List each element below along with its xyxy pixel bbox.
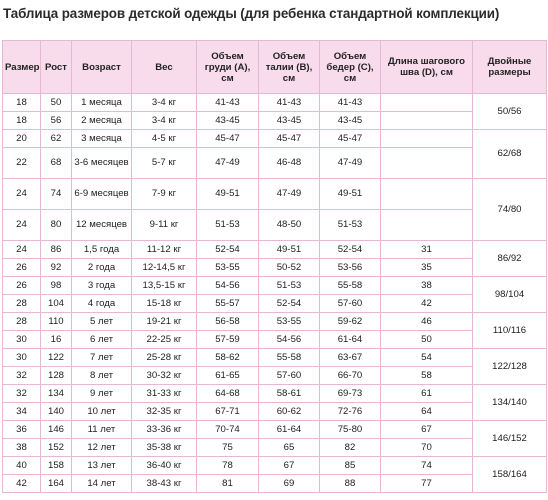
cell-double-size: 62/68: [473, 130, 547, 179]
cell-weight: 35-38 кг: [132, 439, 197, 457]
cell-size: 24: [3, 241, 41, 259]
cell-age: 2 года: [72, 259, 132, 277]
cell-inseam: 31: [381, 241, 473, 259]
table-row: [3, 112, 547, 130]
cell-age: 1 месяца: [72, 94, 132, 112]
table-row: [3, 130, 547, 148]
page-title: Таблица размеров детской одежды (для ребенка стандартной комплекции): [3, 6, 500, 21]
cell-chest: 57-59: [197, 331, 259, 349]
cell-age: 11 лет: [72, 421, 132, 439]
cell-waist: 55-58: [259, 349, 320, 367]
cell-age: 6 лет: [72, 331, 132, 349]
cell-chest: 64-68: [197, 385, 259, 403]
cell-weight: 31-33 кг: [132, 385, 197, 403]
cell-weight: 5-7 кг: [132, 148, 197, 179]
cell-waist: 50-52: [259, 259, 320, 277]
cell-age: 6-9 месяцев: [72, 179, 132, 210]
table-row: [3, 403, 547, 421]
cell-chest: 78: [197, 457, 259, 475]
cell-waist: 51-53: [259, 277, 320, 295]
cell-height: 164: [41, 475, 72, 493]
cell-size: 22: [3, 148, 41, 179]
cell-inseam: 74: [381, 457, 473, 475]
cell-size: 18: [3, 94, 41, 112]
cell-age: 14 лет: [72, 475, 132, 493]
cell-chest: 53-55: [197, 259, 259, 277]
cell-weight: 19-21 кг: [132, 313, 197, 331]
cell-waist: 61-64: [259, 421, 320, 439]
table-row: [3, 148, 547, 179]
cell-double-size: 158/164: [473, 457, 547, 493]
table-row: [3, 210, 547, 241]
cell-weight: 9-11 кг: [132, 210, 197, 241]
cell-age: 13 лет: [72, 457, 132, 475]
cell-inseam: 42: [381, 295, 473, 313]
cell-size: 18: [3, 112, 41, 130]
cell-hips: 63-67: [320, 349, 381, 367]
cell-inseam: [381, 130, 473, 148]
cell-height: 122: [41, 349, 72, 367]
cell-height: 140: [41, 403, 72, 421]
cell-size: 26: [3, 277, 41, 295]
cell-waist: 49-51: [259, 241, 320, 259]
cell-chest: 75: [197, 439, 259, 457]
cell-inseam: 64: [381, 403, 473, 421]
table-row: [3, 457, 547, 475]
cell-chest: 41-43: [197, 94, 259, 112]
cell-hips: 52-54: [320, 241, 381, 259]
cell-size: 24: [3, 179, 41, 210]
cell-size: 28: [3, 295, 41, 313]
cell-height: 86: [41, 241, 72, 259]
cell-age: 5 лет: [72, 313, 132, 331]
cell-size: 30: [3, 331, 41, 349]
cell-weight: 3-4 кг: [132, 112, 197, 130]
cell-height: 98: [41, 277, 72, 295]
cell-chest: 55-57: [197, 295, 259, 313]
cell-chest: 81: [197, 475, 259, 493]
cell-height: 80: [41, 210, 72, 241]
cell-double-size: 122/128: [473, 349, 547, 385]
cell-waist: 52-54: [259, 295, 320, 313]
cell-waist: 69: [259, 475, 320, 493]
cell-weight: 36-40 кг: [132, 457, 197, 475]
cell-inseam: 61: [381, 385, 473, 403]
cell-weight: 4-5 кг: [132, 130, 197, 148]
table-row: [3, 179, 547, 210]
cell-double-size: 86/92: [473, 241, 547, 277]
cell-age: 4 года: [72, 295, 132, 313]
cell-height: 110: [41, 313, 72, 331]
table-row: [3, 94, 547, 112]
table-row: [3, 475, 547, 493]
cell-waist: 65: [259, 439, 320, 457]
cell-chest: 56-58: [197, 313, 259, 331]
cell-height: 104: [41, 295, 72, 313]
cell-size: 26: [3, 259, 41, 277]
cell-double-size: 74/80: [473, 179, 547, 241]
cell-hips: 59-62: [320, 313, 381, 331]
cell-height: 158: [41, 457, 72, 475]
cell-hips: 69-73: [320, 385, 381, 403]
cell-chest: 58-62: [197, 349, 259, 367]
cell-weight: 13,5-15 кг: [132, 277, 197, 295]
cell-hips: 57-60: [320, 295, 381, 313]
cell-double-size: 98/104: [473, 277, 547, 313]
cell-age: 2 месяца: [72, 112, 132, 130]
cell-age: 12 лет: [72, 439, 132, 457]
cell-size: 34: [3, 403, 41, 421]
cell-inseam: [381, 112, 473, 130]
cell-weight: 3-4 кг: [132, 94, 197, 112]
cell-hips: 72-76: [320, 403, 381, 421]
cell-age: 3 года: [72, 277, 132, 295]
cell-weight: 15-18 кг: [132, 295, 197, 313]
cell-inseam: [381, 94, 473, 112]
cell-size: 40: [3, 457, 41, 475]
cell-double-size: 134/140: [473, 385, 547, 421]
cell-chest: 61-65: [197, 367, 259, 385]
table-row: [3, 277, 547, 295]
cell-inseam: 67: [381, 421, 473, 439]
table-row: [3, 439, 547, 457]
column-header-double-sizes: Двойные размеры: [473, 41, 547, 94]
table-row: [3, 241, 547, 259]
cell-age: 12 месяцев: [72, 210, 132, 241]
cell-waist: 57-60: [259, 367, 320, 385]
table-row: [3, 367, 547, 385]
cell-inseam: 50: [381, 331, 473, 349]
cell-hips: 75-80: [320, 421, 381, 439]
cell-size: 30: [3, 349, 41, 367]
cell-size: 24: [3, 210, 41, 241]
cell-chest: 51-53: [197, 210, 259, 241]
cell-age: 3 месяца: [72, 130, 132, 148]
cell-waist: 43-45: [259, 112, 320, 130]
table-row: [3, 349, 547, 367]
cell-chest: 52-54: [197, 241, 259, 259]
cell-size: 20: [3, 130, 41, 148]
cell-size: 36: [3, 421, 41, 439]
cell-chest: 54-56: [197, 277, 259, 295]
column-header-hips: Объем бедер (С), см: [320, 41, 381, 94]
cell-hips: 47-49: [320, 148, 381, 179]
cell-waist: 53-55: [259, 313, 320, 331]
cell-inseam: [381, 210, 473, 241]
cell-size: 32: [3, 385, 41, 403]
cell-height: 68: [41, 148, 72, 179]
cell-age: 8 лет: [72, 367, 132, 385]
table-header-row: [3, 41, 547, 94]
cell-weight: 11-12 кг: [132, 241, 197, 259]
cell-chest: 43-45: [197, 112, 259, 130]
cell-weight: 33-36 кг: [132, 421, 197, 439]
column-header-waist: Объем талии (B), см: [259, 41, 320, 94]
cell-waist: 46-48: [259, 148, 320, 179]
cell-inseam: 77: [381, 475, 473, 493]
table-row: [3, 421, 547, 439]
cell-hips: 55-58: [320, 277, 381, 295]
cell-chest: 67-71: [197, 403, 259, 421]
cell-height: 128: [41, 367, 72, 385]
cell-inseam: [381, 179, 473, 210]
column-header-age: Возраст: [72, 41, 132, 94]
cell-inseam: 70: [381, 439, 473, 457]
column-header-chest: Объем груди (A), см: [197, 41, 259, 94]
cell-inseam: 54: [381, 349, 473, 367]
cell-height: 92: [41, 259, 72, 277]
cell-weight: 32-35 кг: [132, 403, 197, 421]
cell-height: 74: [41, 179, 72, 210]
cell-chest: 47-49: [197, 148, 259, 179]
cell-weight: 30-32 кг: [132, 367, 197, 385]
cell-height: 152: [41, 439, 72, 457]
cell-inseam: 58: [381, 367, 473, 385]
cell-height: 56: [41, 112, 72, 130]
cell-weight: 22-25 кг: [132, 331, 197, 349]
cell-hips: 49-51: [320, 179, 381, 210]
cell-inseam: 35: [381, 259, 473, 277]
table-row: [3, 313, 547, 331]
cell-size: 42: [3, 475, 41, 493]
table-row: [3, 331, 547, 349]
column-header-weight: Вес: [132, 41, 197, 94]
cell-weight: 12-14,5 кг: [132, 259, 197, 277]
cell-inseam: [381, 148, 473, 179]
column-header-size: Размер: [3, 41, 41, 94]
size-chart-table: [2, 40, 547, 493]
column-header-height: Рост: [41, 41, 72, 94]
cell-inseam: 38: [381, 277, 473, 295]
cell-age: 1,5 года: [72, 241, 132, 259]
cell-hips: 85: [320, 457, 381, 475]
cell-hips: 43-45: [320, 112, 381, 130]
cell-double-size: 146/152: [473, 421, 547, 457]
cell-hips: 82: [320, 439, 381, 457]
cell-waist: 48-50: [259, 210, 320, 241]
cell-waist: 47-49: [259, 179, 320, 210]
cell-hips: 45-47: [320, 130, 381, 148]
cell-chest: 45-47: [197, 130, 259, 148]
table-row: [3, 385, 547, 403]
cell-waist: 41-43: [259, 94, 320, 112]
cell-size: 38: [3, 439, 41, 457]
cell-age: 9 лет: [72, 385, 132, 403]
cell-hips: 61-64: [320, 331, 381, 349]
cell-chest: 70-74: [197, 421, 259, 439]
cell-double-size: 50/56: [473, 94, 547, 130]
cell-size: 28: [3, 313, 41, 331]
cell-inseam: 46: [381, 313, 473, 331]
cell-weight: 25-28 кг: [132, 349, 197, 367]
cell-hips: 41-43: [320, 94, 381, 112]
cell-size: 32: [3, 367, 41, 385]
cell-waist: 58-61: [259, 385, 320, 403]
cell-height: 146: [41, 421, 72, 439]
cell-waist: 67: [259, 457, 320, 475]
cell-weight: 7-9 кг: [132, 179, 197, 210]
cell-weight: 38-43 кг: [132, 475, 197, 493]
column-header-inseam: Длина шагового шва (D), см: [381, 41, 473, 94]
cell-double-size: 110/116: [473, 313, 547, 349]
cell-hips: 66-70: [320, 367, 381, 385]
cell-waist: 54-56: [259, 331, 320, 349]
cell-hips: 88: [320, 475, 381, 493]
cell-age: 3-6 месяцев: [72, 148, 132, 179]
cell-height: 62: [41, 130, 72, 148]
table-row: [3, 295, 547, 313]
cell-height: 16: [41, 331, 72, 349]
cell-hips: 53-56: [320, 259, 381, 277]
cell-chest: 49-51: [197, 179, 259, 210]
cell-waist: 60-62: [259, 403, 320, 421]
cell-waist: 45-47: [259, 130, 320, 148]
table-row: [3, 259, 547, 277]
cell-age: 7 лет: [72, 349, 132, 367]
cell-height: 134: [41, 385, 72, 403]
cell-age: 10 лет: [72, 403, 132, 421]
cell-height: 50: [41, 94, 72, 112]
cell-hips: 51-53: [320, 210, 381, 241]
